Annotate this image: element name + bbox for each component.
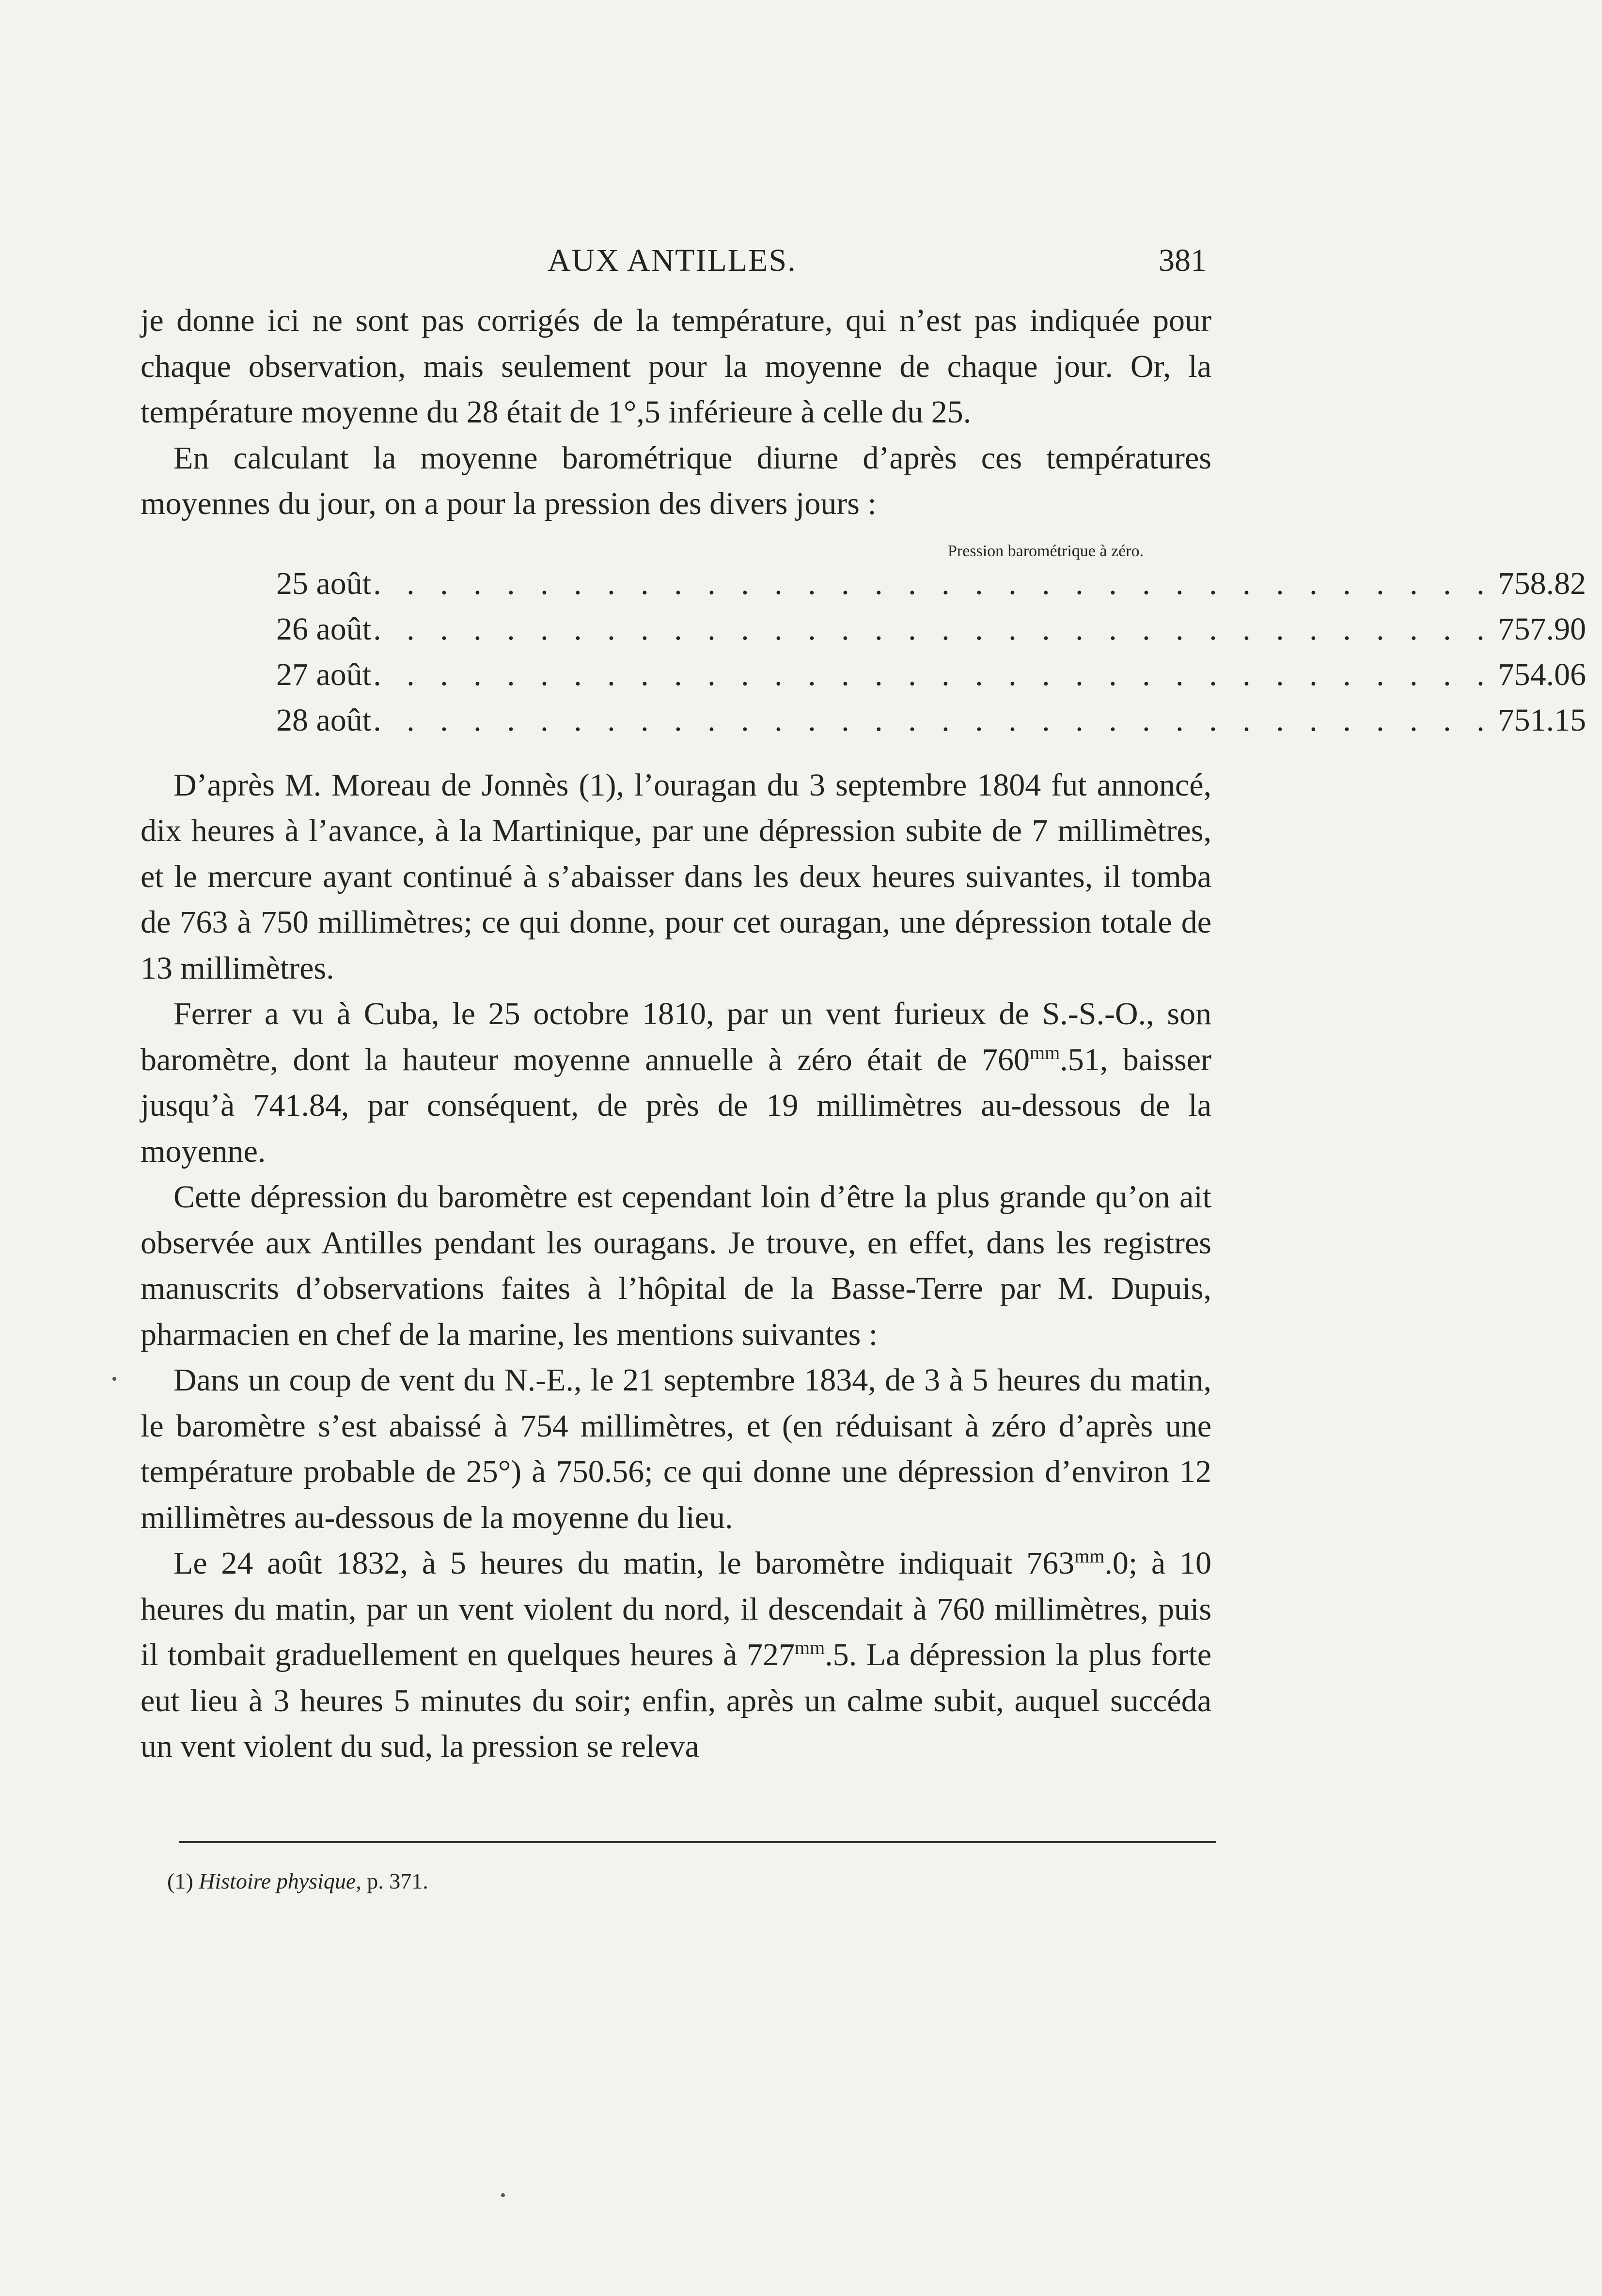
ink-speck <box>501 2193 505 2197</box>
pressure-table <box>276 561 1586 743</box>
paragraph-1834: Dans un coup de vent du N.-E., le 21 septembre 1834, de 3 à 5 heures du matin, le baromètre s’est abaissé à 754 millimètres, et (en réduisant à zéro d’après une température probable de 25°) à 750.56; ce qui donne une dépression d’environ 12 millimètres au-dessous de la moyenne du lieu. <box>141 1362 1211 1535</box>
text-1832-c: .5. La dépression la plus forte eut lieu à 3 heures 5 minutes du soir; enfin, après un calme subit, auquel succéda un vent violent du sud, la pression se releva <box>141 1637 1211 1764</box>
running-title: AUX ANTILLES. <box>548 243 797 278</box>
footnote <box>167 1868 428 1895</box>
row-value: 754.06 <box>1498 656 1586 692</box>
unit-superscript: mm <box>1074 1545 1105 1567</box>
row-date: 26 août <box>276 611 372 647</box>
paragraph-ferrer <box>141 991 1211 1174</box>
row-date: 25 août <box>276 565 372 601</box>
ferrer-text-b: .51, baisser jusqu’à 741.84, par conséquent, de près de 19 millimètres au-dessous de la moyenne. <box>141 1042 1211 1169</box>
page-number: 381 <box>1159 243 1207 278</box>
paragraph-continuation: je donne ici ne sont pas corrigés de la température, qui n’est pas indiquée pour chaque observation, mais seulement pour la moyenne de chaque jour. Or, la température moyenne du 28 était de 1°,5 inférieure à celle du 25. <box>141 303 1211 430</box>
footnote-rule <box>179 1841 1216 1843</box>
row-leader-dots: . . . . . . . . . . . . . . . . . . . . . . . . . . . . . . . . . . <box>373 702 1493 738</box>
row-leader-dots: . . . . . . . . . . . . . . . . . . . . . . . . . . . . . . . . . . <box>373 611 1493 647</box>
paragraph-moreau: D’après M. Moreau de Jonnès (1), l’ouragan du 3 septembre 1804 fut annoncé, dix heures à l’avance, à la Martinique, par une dépression subite de 7 millimètres, et le mercure ayant continué à s’abaisser dans les deux heures suivantes, il tomba de 763 à 750 millimètres; ce qui donne, pour cet ouragan, une dépression totale de 13 millimètres. <box>141 767 1211 986</box>
page-header <box>141 242 1207 291</box>
ink-speck <box>112 1377 116 1381</box>
paragraph-dupuis: Cette dépression du baromètre est cependant loin d’être la plus grande qu’on ait observée aux Antilles pendant les ouragans. Je trouve, en effet, dans les registres manuscrits d’observations faites à l’hôpital de la Basse-Terre par M. Dupuis, pharmacien en chef de la marine, les mentions suivantes : <box>141 1179 1211 1352</box>
table-row <box>276 561 1586 607</box>
row-value: 757.90 <box>1498 611 1586 647</box>
row-value: 758.82 <box>1498 565 1586 601</box>
row-date: 27 août <box>276 656 372 692</box>
row-leader-dots: . . . . . . . . . . . . . . . . . . . . . . . . . . . . . . . . . . <box>373 656 1493 692</box>
ferrer-text-a: Ferrer a vu à Cuba, le 25 octobre 1810, par un vent furieux de S.-S.-O., son baromètre, dont la hauteur moyenne annuelle à zéro était de 760 <box>141 996 1211 1078</box>
footnote-work-title: Histoire physique, <box>199 1869 361 1893</box>
paragraph-1832 <box>141 1541 1211 1770</box>
table-row <box>276 698 1586 743</box>
row-value: 751.15 <box>1498 702 1586 738</box>
table-spacer <box>141 743 1211 763</box>
footnote-marker: (1) <box>167 1869 193 1893</box>
table-row <box>276 607 1586 652</box>
unit-superscript: mm <box>1030 1041 1060 1063</box>
text-1832-b: .0; à 10 heures du matin, par un vent violent du nord, il descendait à 760 millimètres, puis il tombait graduellement en quelques heures à 727 <box>141 1546 1211 1672</box>
table-caption: Pression barométrique à zéro. <box>947 542 1144 560</box>
unit-superscript: mm <box>794 1637 825 1658</box>
row-date: 28 août <box>276 702 372 738</box>
body-text <box>141 298 1586 1770</box>
text-1832-a: Le 24 août 1832, à 5 heures du matin, le baromètre indiquait 763 <box>173 1546 1075 1581</box>
paragraph-calculation: En calculant la moyenne barométrique diurne d’après ces températures moyennes du jour, on a pour la pression des divers jours : <box>141 440 1211 521</box>
row-leader-dots: . . . . . . . . . . . . . . . . . . . . . . . . . . . . . . . . . . <box>373 565 1493 601</box>
table-row <box>276 652 1586 698</box>
footnote-page: p. 371. <box>367 1869 428 1893</box>
